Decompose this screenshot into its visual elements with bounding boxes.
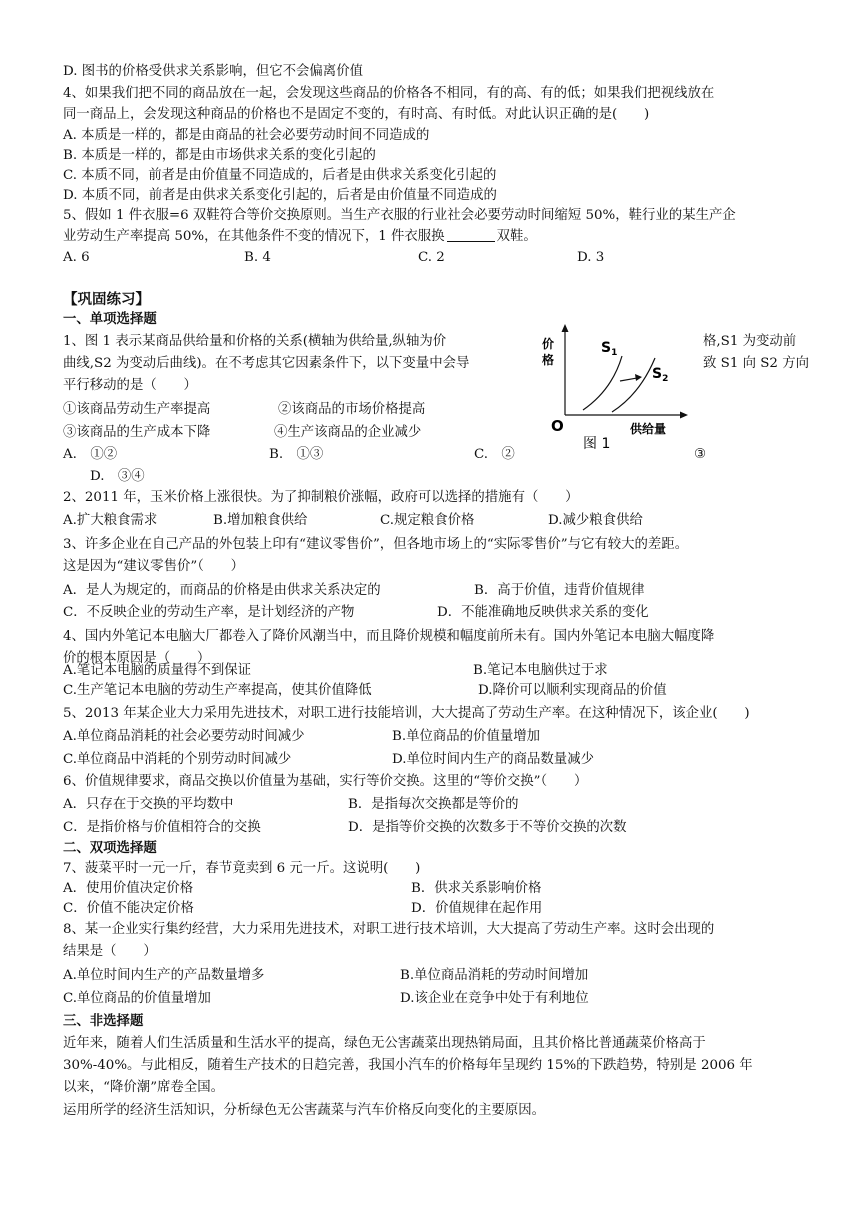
label-s2: $S_2$	[652, 366, 669, 384]
q5b-option-d: D.单位时间内生产的商品数量减少	[392, 752, 594, 767]
option-d-q3: D. 图书的价格受供求关系影响，但它不会偏离价值	[63, 64, 363, 79]
figure-xlabel: 供给量	[630, 422, 667, 436]
q6-stem: 6、价值规律要求，商品交换以价值量为基础，实行等价交换。这里的“等价交换”（ ）	[63, 774, 588, 789]
q3-option-b: B．高于价值，违背价值规律	[474, 583, 645, 598]
q5b-stem: 5、2013 年某企业大力采用先进技术，对职工进行技能培训，大大提高了劳动生产率。在这种情况下，该企业( )	[63, 706, 750, 721]
q2-stem: 2、2011 年，玉米价格上涨很快。为了抑制粮价涨幅，政府可以选择的措施有（ ）	[63, 490, 579, 505]
essay-question: 运用所学的经济生活知识，分析绿色无公害蔬菜与汽车价格反向变化的主要原因。	[63, 1103, 546, 1118]
q8-option-b: B.单位商品消耗的劳动时间增加	[400, 968, 589, 983]
q4-stem-line2: 同一商品上，会发现这种商品的价格也不是固定不变的，有时高、有时低。对此认识正确的是( )	[63, 107, 650, 122]
q5-stem-text: 业劳动生产率提高 50%，在其他条件不变的情况下，1 件衣服换	[63, 229, 445, 244]
q2-options	[63, 511, 843, 531]
figure-ylabel-2: 格	[542, 353, 555, 367]
q2-option-c: C.规定粮食价格	[380, 513, 475, 528]
practice-heading: 【巩固练习】	[63, 292, 150, 308]
q6-option-d: D．是指等价交换的次数多于不等价交换的次数	[348, 820, 627, 835]
q1-option-c-cont: ③	[694, 447, 707, 462]
q1-stem-line3: 平行移动的是（ ）	[63, 378, 197, 393]
figure-caption: 图 1	[583, 436, 611, 452]
q5b-option-b: B.单位商品的价值量增加	[392, 729, 541, 744]
curve-s1	[583, 356, 622, 410]
shift-arrow-head	[635, 374, 642, 381]
q8-option-a: A.单位时间内生产的产品数量增多	[63, 968, 265, 983]
q1-option-d: D. ③④	[90, 469, 145, 484]
q3-option-c: C．不反映企业的劳动生产率，是计划经济的产物	[63, 605, 355, 620]
section-double-choice: 二、双项选择题	[63, 841, 157, 856]
q6-option-c: C．是指价格与价值相符合的交换	[63, 820, 261, 835]
q4b-stem-line1: 4、国内外笔记本电脑大厂都卷入了降价风潮当中，而且降价规模和幅度前所未有。国内外笔记本电脑大幅度降	[63, 629, 715, 644]
q2-option-d: D.减少粮食供给	[548, 513, 643, 528]
q6-option-b: B．是指每次交换都是等价的	[348, 797, 519, 812]
q7-option-d: D．价值规律在起作用	[411, 901, 543, 916]
q5-option-b: B. 4	[244, 250, 271, 265]
q5-option-a: A. 6	[63, 250, 90, 265]
q1-stem-line1: 1、图 1 表示某商品供给量和价格的关系(横轴为供给量,纵轴为价	[63, 334, 447, 349]
label-s1: $S_1$	[601, 340, 618, 358]
q4-option-c: C. 本质不同，前者是由价值量不同造成的，后者是由供求关系变化引起的	[63, 168, 497, 183]
q1-item-2: ②该商品的市场价格提高	[278, 402, 426, 417]
q5-stem-line1: 5、假如 1 件衣服=6 双鞋符合等价交换原则。当生产衣服的行业社会必要劳动时间缩短 50%，鞋行业的某生产企	[63, 208, 736, 223]
q1-option-c: C. ②	[474, 447, 515, 462]
y-axis-arrow	[562, 324, 569, 332]
q8-stem-line1: 8、某一企业实行集约经营，大力采用先进技术，对职工进行技术培训，大大提高了劳动生产率。这时会出现的	[63, 922, 715, 937]
q2-option-b: B.增加粮食供给	[213, 513, 308, 528]
q4b-option-d: D.降价可以顺利实现商品的价值	[478, 683, 667, 698]
q5-stem-suffix: 双鞋。	[496, 229, 537, 244]
q1-stem-line2-right: 致 S1 向 S2 方向	[703, 356, 809, 371]
essay-para-line2: 30%-40%。与此相反，随着生产技术的日趋完善，我国小汽车的价格每年呈现约 15%的下跌趋势，特别是 2006 年	[63, 1058, 753, 1073]
essay-para-line3: 以来，“降价潮”席卷全国。	[63, 1080, 224, 1095]
q4-option-b: B. 本质是一样的，都是由市场供求关系的变化引起的	[63, 148, 376, 163]
q5-options	[63, 248, 843, 268]
q1-item-3: ③该商品的生产成本下降	[63, 425, 211, 440]
answer-blank	[447, 227, 495, 242]
q7-option-b: B．供求关系影响价格	[411, 881, 542, 896]
q7-option-c: C．价值不能决定价格	[63, 901, 194, 916]
q1-option-b: B. ①③	[269, 447, 324, 462]
q5-option-d: D. 3	[577, 250, 605, 265]
q8-stem-line2: 结果是（ ）	[63, 944, 157, 959]
q4b-stem-line2: 价的根本原因是（ ）	[63, 651, 211, 666]
section-single-choice: 一、单项选择题	[63, 312, 157, 327]
q6-option-a: A．只存在于交换的平均数中	[63, 797, 234, 812]
q3-option-d: D．不能准确地反映供求关系的变化	[437, 605, 649, 620]
q4-stem-line1: 4、如果我们把不同的商品放在一起，会发现这些商品的价格各不相同，有的高、有的低；如果我们把视线放在	[63, 86, 715, 101]
q1-stem-line2: 曲线,S2 为变动后曲线)。在不考虑其它因素条件下，以下变量中会导	[63, 356, 470, 371]
x-axis-arrow	[680, 412, 688, 419]
supply-curve-figure	[540, 318, 690, 458]
q2-option-a: A.扩大粮食需求	[63, 513, 158, 528]
q4-option-a: A. 本质是一样的，都是由商品的社会必要劳动时间不同造成的	[63, 128, 430, 143]
q5-stem-line2	[63, 227, 537, 247]
q7-option-a: A．使用价值决定价格	[63, 881, 194, 896]
q8-option-d: D.该企业在竞争中处于有利地位	[400, 991, 589, 1006]
q3-stem-line1: 3、许多企业在自己产品的外包装上印有“建议零售价”，但各地市场上的“实际零售价”与它有较大的差距。	[63, 537, 689, 552]
q4-option-d: D. 本质不同，前者是由供求关系变化引起的，后者是由价值量不同造成的	[63, 188, 497, 203]
essay-para-line1: 近年来，随着人们生活质量和生活水平的提高，绿色无公害蔬菜出现热销局面，且其价格比普通蔬菜价格高于	[63, 1036, 706, 1051]
q4b-option-b: B.笔记本电脑供过于求	[473, 663, 608, 678]
q4b-option-a: A.笔记本电脑的质量得不到保证	[63, 663, 252, 678]
q5-option-c: C. 2	[418, 250, 445, 265]
q5b-option-a: A.单位商品消耗的社会必要劳动时间减少	[63, 729, 305, 744]
q1-stem-line1-right: 格,S1 为变动前	[703, 334, 797, 349]
q8-option-c: C.单位商品的价值量增加	[63, 991, 211, 1006]
q7-stem: 7、菠菜平时一元一斤，春节竟卖到 6 元一斤。这说明( )	[63, 861, 421, 876]
section-non-choice: 三、非选择题	[63, 1014, 144, 1029]
q1-options	[63, 445, 843, 465]
q3-option-a: A．是人为规定的，而商品的价格是由供求关系决定的	[63, 583, 381, 598]
shift-arrow	[620, 378, 637, 381]
q1-option-a: A. ①②	[63, 447, 118, 462]
q5b-option-c: C.单位商品中消耗的个别劳动时间减少	[63, 752, 292, 767]
origin-label: O	[551, 417, 564, 435]
q1-item-4: ④生产该商品的企业减少	[274, 425, 422, 440]
q4b-option-c: C.生产笔记本电脑的劳动生产率提高，使其价值降低	[63, 683, 372, 698]
q3-stem-line2: 这是因为“建议零售价”（ ）	[63, 559, 245, 574]
q1-item-1: ①该商品劳动生产率提高	[63, 402, 211, 417]
figure-ylabel-1: 价	[542, 337, 555, 351]
